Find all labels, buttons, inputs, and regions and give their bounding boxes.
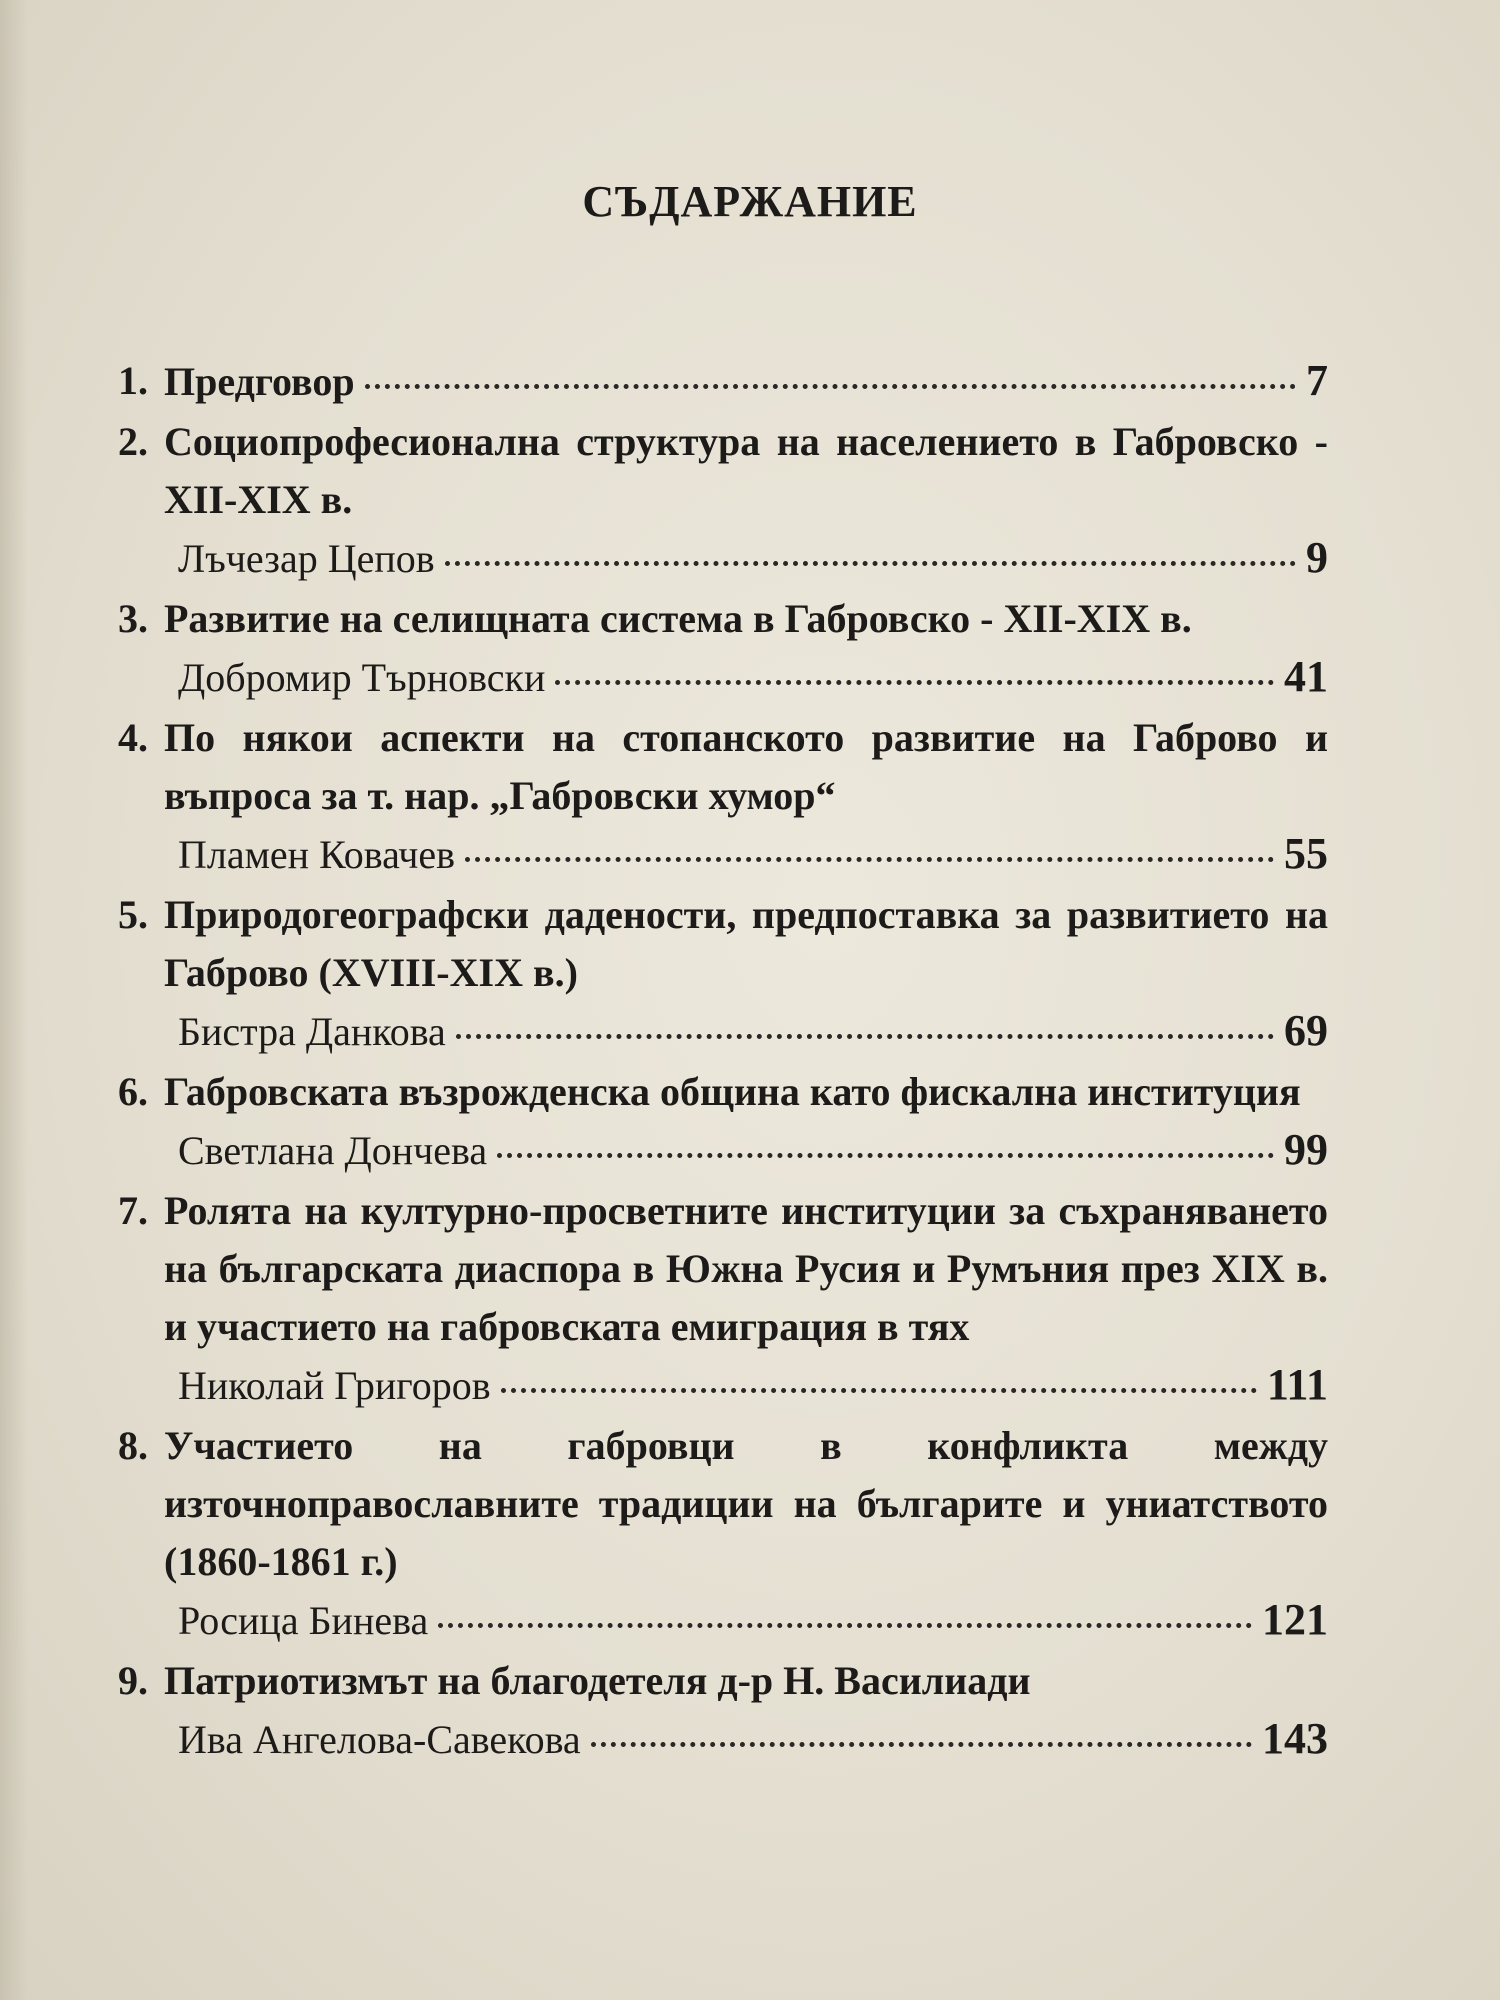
entry-page-number: 111: [1266, 1360, 1328, 1409]
toc-entry: [118, 413, 1328, 588]
entry-author: Бистра Данкова: [178, 1009, 446, 1054]
entry-number: 3.: [118, 596, 148, 641]
dot-leader: [365, 384, 1296, 389]
entry-author: Ива Ангелова-Савекова: [178, 1717, 581, 1762]
entry-page-number: 143: [1262, 1714, 1328, 1763]
toc-entry: [118, 1417, 1328, 1650]
entry-page-number: 121: [1262, 1595, 1328, 1644]
dot-leader: [555, 680, 1274, 685]
dot-leader: [497, 1153, 1274, 1158]
entry-number: 7.: [118, 1188, 148, 1233]
toc-entry: [118, 1182, 1328, 1415]
entry-title: Патриотизмът на благодетеля д-р Н. Василиади: [164, 1658, 1031, 1703]
entry-page-number: 41: [1284, 652, 1328, 701]
entry-title: Социопрофесионална структура на населението в Габровско - XII-XIX в.: [164, 419, 1328, 522]
entry-title: Развитие на селищната система в Габровско - XII-XIX в.: [164, 596, 1192, 641]
dot-leader: [438, 1623, 1252, 1628]
toc-entry: [118, 1652, 1328, 1769]
toc-heading: СЪДАРЖАНИЕ: [582, 177, 918, 226]
entry-title: По някои аспекти на стопанското развитие на Габрово и въпроса за т. нар. „Габровски хумор“: [164, 715, 1328, 818]
entry-author: Светлана Дончева: [178, 1128, 488, 1173]
entry-page-number: 55: [1284, 829, 1328, 878]
dot-leader: [591, 1742, 1252, 1747]
toc-entry: [118, 709, 1328, 884]
toc-entry: [118, 590, 1328, 707]
entry-page-number: 9: [1306, 533, 1328, 582]
entry-title: Габровската възрожденска община като фискална институция: [164, 1069, 1301, 1114]
entry-number: 4.: [118, 715, 148, 760]
entry-page-number: 7: [1306, 356, 1328, 405]
entry-number: 8.: [118, 1423, 148, 1468]
entry-title: Ролята на културно-просветните институции за съхраняването на българската диаспора в Южна Русия и Румъния през XIX в. и участието на габровската емиграция в тях: [164, 1188, 1328, 1349]
dot-leader: [465, 857, 1274, 862]
entry-number: 2.: [118, 419, 148, 464]
entry-number: 9.: [118, 1658, 148, 1703]
entry-author: Пламен Ковачев: [178, 832, 456, 877]
entry-page-number: 69: [1284, 1006, 1328, 1055]
entry-number: 5.: [118, 892, 148, 937]
entry-title: Предговор: [164, 359, 355, 404]
entry-page-number: 99: [1284, 1125, 1328, 1174]
dot-leader: [501, 1388, 1257, 1393]
toc-entry: [118, 1063, 1328, 1180]
entry-author: Лъчезар Цепов: [178, 536, 435, 581]
entry-author: Николай Григоров: [178, 1363, 491, 1408]
entry-author: Росица Бинева: [178, 1598, 429, 1643]
toc-entry: [118, 886, 1328, 1061]
page-edge-shadow: [0, 0, 28, 2000]
entry-number: 6.: [118, 1069, 148, 1114]
dot-leader: [456, 1034, 1274, 1039]
table-of-contents: [118, 352, 1328, 1769]
toc-entry: [118, 352, 1328, 411]
entry-title: Природогеографски дадености, предпоставка за развитието на Габрово (XVIII-XIX в.): [164, 892, 1328, 995]
entry-author: Добромир Търновски: [178, 655, 546, 700]
entry-number: 1.: [118, 358, 148, 403]
entry-title: Участието на габровци в конфликта между източноправославните традиции на българите и униатството (1860-1861 г.): [164, 1423, 1328, 1584]
dot-leader: [445, 561, 1296, 566]
